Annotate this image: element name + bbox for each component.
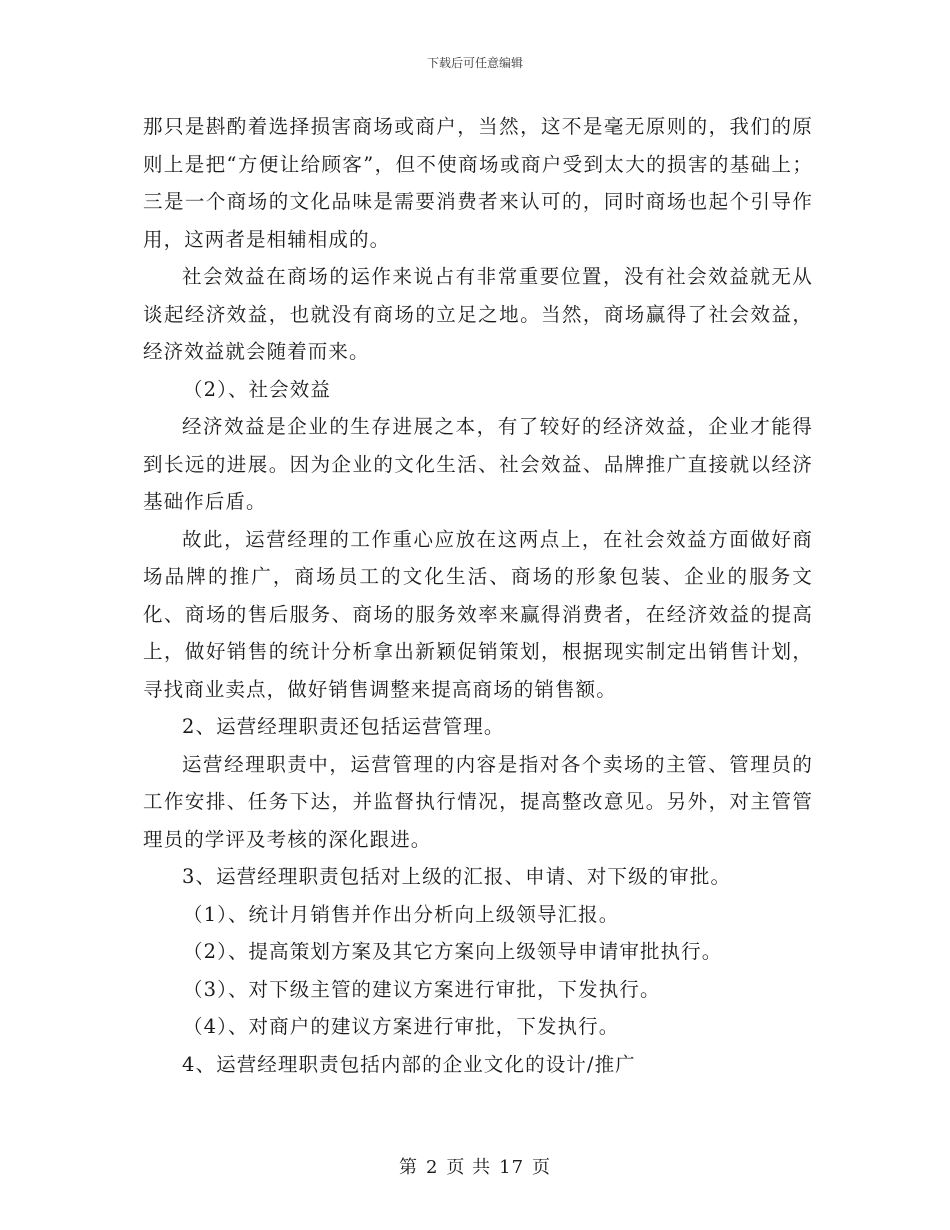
list-item-2: （2）、提高策划方案及其它方案向上级领导申请审批执行。 — [183, 940, 723, 963]
page-footer — [0, 1153, 950, 1179]
footer-middle: 页 共 — [446, 1157, 492, 1178]
footer-suffix: 页 — [532, 1157, 552, 1178]
paragraph-4: 经济效益是企业的生存进展之本，有了较好的经济效益，企业才能得到长远的进展。因为企业的文化生活、社会效益、品牌推广直接就以经济基础作后盾。 — [143, 415, 813, 513]
list-item-1: （1）、统计月销售并作出分析向上级领导汇报。 — [183, 902, 620, 926]
list-item-3: （3）、对下级主管的建议方案进行审批，下发执行。 — [183, 977, 661, 1001]
section-heading-reporting: 3、运营经理职责包括对上级的汇报、申请、对下级的审批。 — [182, 865, 732, 888]
header-note: 下载后可任意编辑 — [426, 56, 523, 70]
paragraph-2: 社会效益在商场的运作来说占有非常重要位置，没有社会效益就无从谈起经济效益，也就没有商场的立足之地。当然，商场赢得了社会效益，经济效益就会随着而来。 — [143, 265, 813, 363]
section-heading-culture: 4、运营经理职责包括内部的企业文化的设计/推广 — [182, 1052, 636, 1076]
section-heading-social-benefit: （2）、社会效益 — [183, 377, 331, 401]
footer-current-page: 2 — [425, 1157, 439, 1178]
body-text — [143, 108, 813, 1083]
paragraph-5: 故此，运营经理的工作重心应放在这两点上，在社会效益方面做好商场品牌的推广，商场员工的文化生活、商场的形象包装、企业的服务文化、商场的售后服务、商场的服务效率来赢得消费者，在经济效益的提高上，做好销售的统计分析拿出新颖促销策划，根据现实制定出销售计划，寻找商业卖点，做好销售调整来提高商场的销售额。 — [143, 527, 813, 701]
section-heading-operations: 2、运营经理职责还包括运营管理。 — [182, 715, 505, 738]
paragraph-7: 运营经理职责中，运营管理的内容是指对各个卖场的主管、管理员的工作安排、任务下达，并监督执行情况，提高整改意见。另外，对主管管理员的学评及考核的深化跟进。 — [143, 752, 813, 851]
list-item-4: （4）、对商户的建议方案进行审批，下发执行。 — [183, 1015, 620, 1038]
paragraph-1: 那只是斟酌着选择损害商场或商户，当然，这不是毫无原则的，我们的原则上是把“方便让给顾客”，但不使商场或商户受到太大的损害的基础上；三是一个商场的文化品味是需要消费者来认可的，同时商场也起个引导作用，这两者是相辅相成的。 — [143, 115, 813, 251]
footer-prefix: 第 — [398, 1157, 418, 1178]
footer-total-pages: 17 — [499, 1157, 525, 1178]
